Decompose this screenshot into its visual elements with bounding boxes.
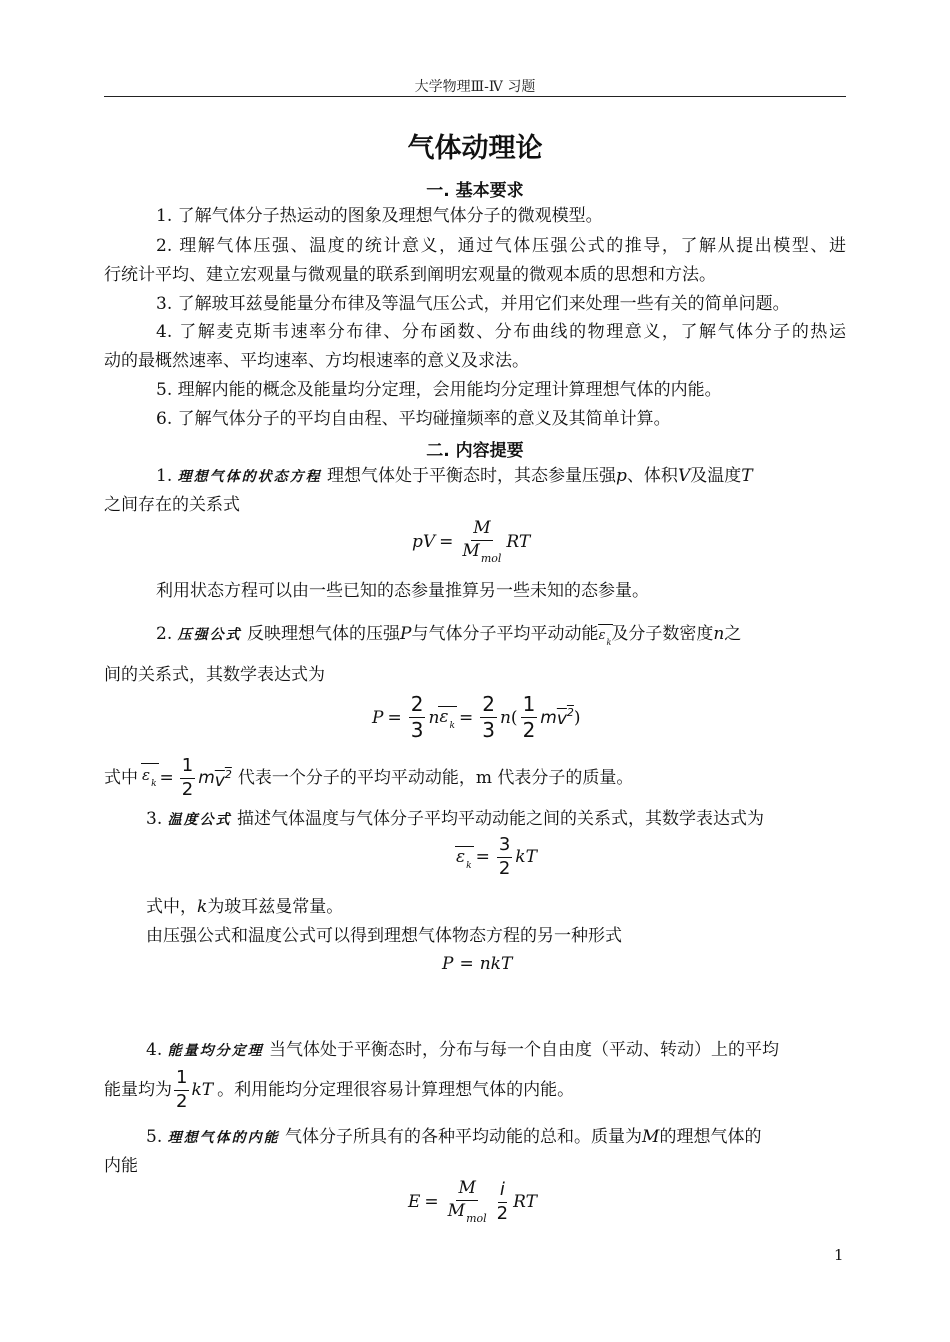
requirement-4-cont: 动的最概然速率、平均速率、方均根速率的意义及求法。 (104, 351, 529, 371)
equation-state (412, 520, 530, 564)
item-2-text-b: 与气体分子平均平动动能 (411, 624, 599, 644)
equation-P-nkT (442, 954, 512, 974)
item-1-after: 利用状态方程可以由一些已知的态参量推算另一些未知的态参量。 (156, 581, 649, 601)
fraction-1-2 (174, 1066, 189, 1112)
eq-m: m (198, 768, 215, 788)
eps-sub-k: k (466, 860, 472, 871)
frac-num: 3 (497, 836, 512, 858)
item-4-line (146, 1039, 779, 1062)
eq-RT: RT (506, 532, 531, 553)
eq-m: m (540, 707, 557, 728)
item-1-line-2: 之间存在的关系式 (104, 495, 240, 515)
frac-num: 2 (410, 692, 424, 716)
subscript-mol: mol (466, 1211, 487, 1225)
frac-den: 2 (498, 857, 511, 879)
line2-a: 能量均为 (104, 1080, 172, 1100)
page-header: 大学物理Ⅲ-Ⅳ 习题 (414, 79, 536, 95)
item-5-text-a: 气体分子所具有的各种平均动能的总和。质量为 (285, 1127, 643, 1147)
section-heading-basic-requirements: 一. 基本要求 (426, 181, 524, 201)
item-1-keyword: 理想气体的状态方程 (177, 469, 322, 485)
epsilon-k (439, 704, 455, 731)
eq-E: E (408, 1192, 421, 1213)
var-V: V (677, 466, 691, 486)
epsilon-k-inline (599, 622, 612, 654)
requirement-2: 2. 理解气体压强、温度的统计意义，通过气体压强公式的推导，了解从提出模型、进 (156, 236, 846, 256)
epsilon-k (456, 844, 472, 871)
v-squared-bar (215, 764, 232, 792)
eq-RT: RT (513, 1192, 537, 1213)
frac-den: M (447, 1200, 466, 1221)
var-P: P (400, 624, 412, 644)
epsilon-k-where (142, 761, 157, 795)
eq-P: P (442, 954, 454, 974)
eq-equals-2: = (458, 707, 474, 728)
v-squared-bar (557, 706, 574, 729)
item-3-text-a: 描述气体温度与气体分子平均平动动能之间的关系式，其数学表达式为 (237, 809, 765, 829)
item-4-line-2 (104, 1068, 574, 1112)
frac-num: i (498, 1181, 507, 1203)
paren-open: ( (510, 707, 518, 728)
line2-b: 。利用能均分定理很容易计算理想气体的内能。 (217, 1080, 575, 1100)
item-4-keyword: 能量均分定理 (167, 1043, 264, 1059)
var-p: p (616, 466, 627, 486)
where-b: 为玻耳兹曼常量。 (207, 897, 344, 917)
frac-den: 2 (522, 718, 536, 742)
frac-den: 2 (176, 1090, 188, 1112)
frac-num: 1 (180, 757, 195, 779)
var-T: T (741, 466, 753, 486)
item-4-number: 4. (146, 1040, 163, 1060)
fraction-2-3b (480, 694, 497, 741)
eps-sub-k: k (449, 721, 455, 731)
section-heading-content-summary: 二. 内容提要 (426, 441, 524, 461)
var-n: n (713, 624, 725, 644)
eq-equals: = (424, 1192, 439, 1213)
eps-symbol: ε (142, 766, 151, 784)
var-M: M (642, 1127, 660, 1147)
item-1-text-c: 及温度 (690, 466, 742, 486)
item-1-text-b: 、体积 (626, 466, 678, 486)
equation-internal-energy (408, 1180, 537, 1224)
equation-pressure (372, 694, 581, 741)
eq-equals: = (387, 707, 402, 728)
requirement-1: 1. 了解气体分子热运动的图象及理想气体分子的微观模型。 (156, 206, 603, 226)
fraction-1-2 (521, 694, 538, 741)
frac-num: 2 (482, 692, 495, 716)
item-1-number: 1. (156, 466, 173, 486)
v-symbol: v (214, 771, 225, 791)
frac-den: 2 (496, 1202, 509, 1224)
where-prefix: 式中 (104, 768, 138, 788)
eps-symbol: ε (456, 846, 466, 867)
var-k: k (197, 897, 208, 917)
item-2-text-d: 之 (724, 624, 742, 644)
v-symbol: v (556, 709, 567, 729)
item-2-line-2: 间的关系式，其数学表达式为 (104, 665, 325, 685)
eq-pV: pV (412, 532, 436, 553)
item-2-where (104, 754, 634, 800)
eq-nkT: nkT (479, 954, 513, 974)
frac-den: M (462, 540, 480, 561)
item-4-text-a: 当气体处于平衡态时，分布与每一个自由度（平动、转动）上的平均 (269, 1040, 780, 1060)
item-2-text-c: 及分子数密度 (611, 624, 714, 644)
item-2-keyword: 压强公式 (177, 627, 242, 643)
requirement-3: 3. 了解玻耳兹曼能量分布律及等温气压公式，并用它们来处理一些有关的简单问题。 (156, 294, 790, 314)
fraction-i-2 (495, 1178, 510, 1224)
requirement-4: 4. 了解麦克斯韦速率分布律、分布函数、分布曲线的物理意义，了解气体分子的热运 (156, 322, 846, 342)
frac-num: M (471, 520, 492, 541)
sup-2: 2 (566, 706, 574, 719)
where-suffix: 代表一个分子的平均平动动能，m 代表分子的质量。 (237, 768, 634, 788)
paren-close: ) (573, 707, 581, 728)
fraction-1-2-where (180, 754, 195, 800)
page-number: 1 (834, 1246, 844, 1264)
eps-sub-k: k (606, 638, 612, 647)
item-2-line (156, 622, 741, 654)
frac-den: 2 (181, 778, 194, 800)
requirement-2-cont: 行统计平均、建立宏观量与微观量的联系到阐明宏观量的微观本质的思想和方法。 (104, 265, 716, 285)
frac-den: 3 (410, 718, 424, 742)
eq-equals: = (159, 768, 174, 788)
eq-equals: = (475, 847, 490, 868)
fraction-2-3 (409, 694, 426, 741)
frac-num: 1 (174, 1069, 189, 1091)
requirement-5: 5. 理解内能的概念及能量均分定理，会用能均分定理计算理想气体的内能。 (156, 380, 722, 400)
item-5-text-b: 的理想气体的 (659, 1127, 762, 1147)
fraction-M-over-Mmol (460, 520, 503, 564)
where-a: 式中， (146, 897, 197, 917)
item-5-number: 5. (146, 1127, 163, 1147)
requirement-6: 6. 了解气体分子的平均自由程、平均碰撞频率的意义及其简单计算。 (156, 409, 671, 429)
fraction-3-2 (497, 836, 512, 879)
fraction-M-over-Mmol (446, 1180, 489, 1224)
item-5-keyword: 理想气体的内能 (167, 1130, 280, 1146)
eq-P: P (372, 707, 384, 728)
item-3-number: 3. (146, 809, 163, 829)
eq-n-2: n (499, 707, 511, 728)
frac-num: 1 (522, 692, 536, 716)
item-1-line (156, 465, 753, 488)
sup-2: 2 (224, 768, 232, 781)
item-5-line (146, 1126, 761, 1149)
eq-n: n (428, 707, 440, 728)
item-2-number: 2. (156, 624, 173, 644)
page-title: 气体动理论 (407, 133, 543, 164)
item-3-where (146, 896, 343, 918)
eq-equals: = (459, 954, 474, 974)
eps-symbol: ε (439, 707, 449, 727)
frac-den: 3 (482, 718, 495, 742)
item-3-keyword: 温度公式 (167, 812, 232, 828)
header-rule (104, 96, 846, 97)
item-1-text-a: 理想气体处于平衡态时，其态参量压强 (327, 466, 617, 486)
item-3-line (146, 808, 764, 831)
eq-kT: kT (191, 1080, 214, 1100)
item-5-line-2: 内能 (104, 1156, 138, 1176)
eps-sub-k: k (151, 779, 157, 789)
frac-num: M (456, 1180, 477, 1201)
subscript-mol: mol (480, 551, 502, 565)
eq-kT: kT (515, 847, 537, 868)
equation-temperature (456, 836, 537, 879)
item-2-text-a: 反映理想气体的压强 (247, 624, 401, 644)
item-3-derive: 由压强公式和温度公式可以得到理想气体物态方程的另一种形式 (146, 926, 622, 946)
eps-symbol: ε (598, 628, 606, 643)
eq-equals: = (439, 532, 454, 553)
